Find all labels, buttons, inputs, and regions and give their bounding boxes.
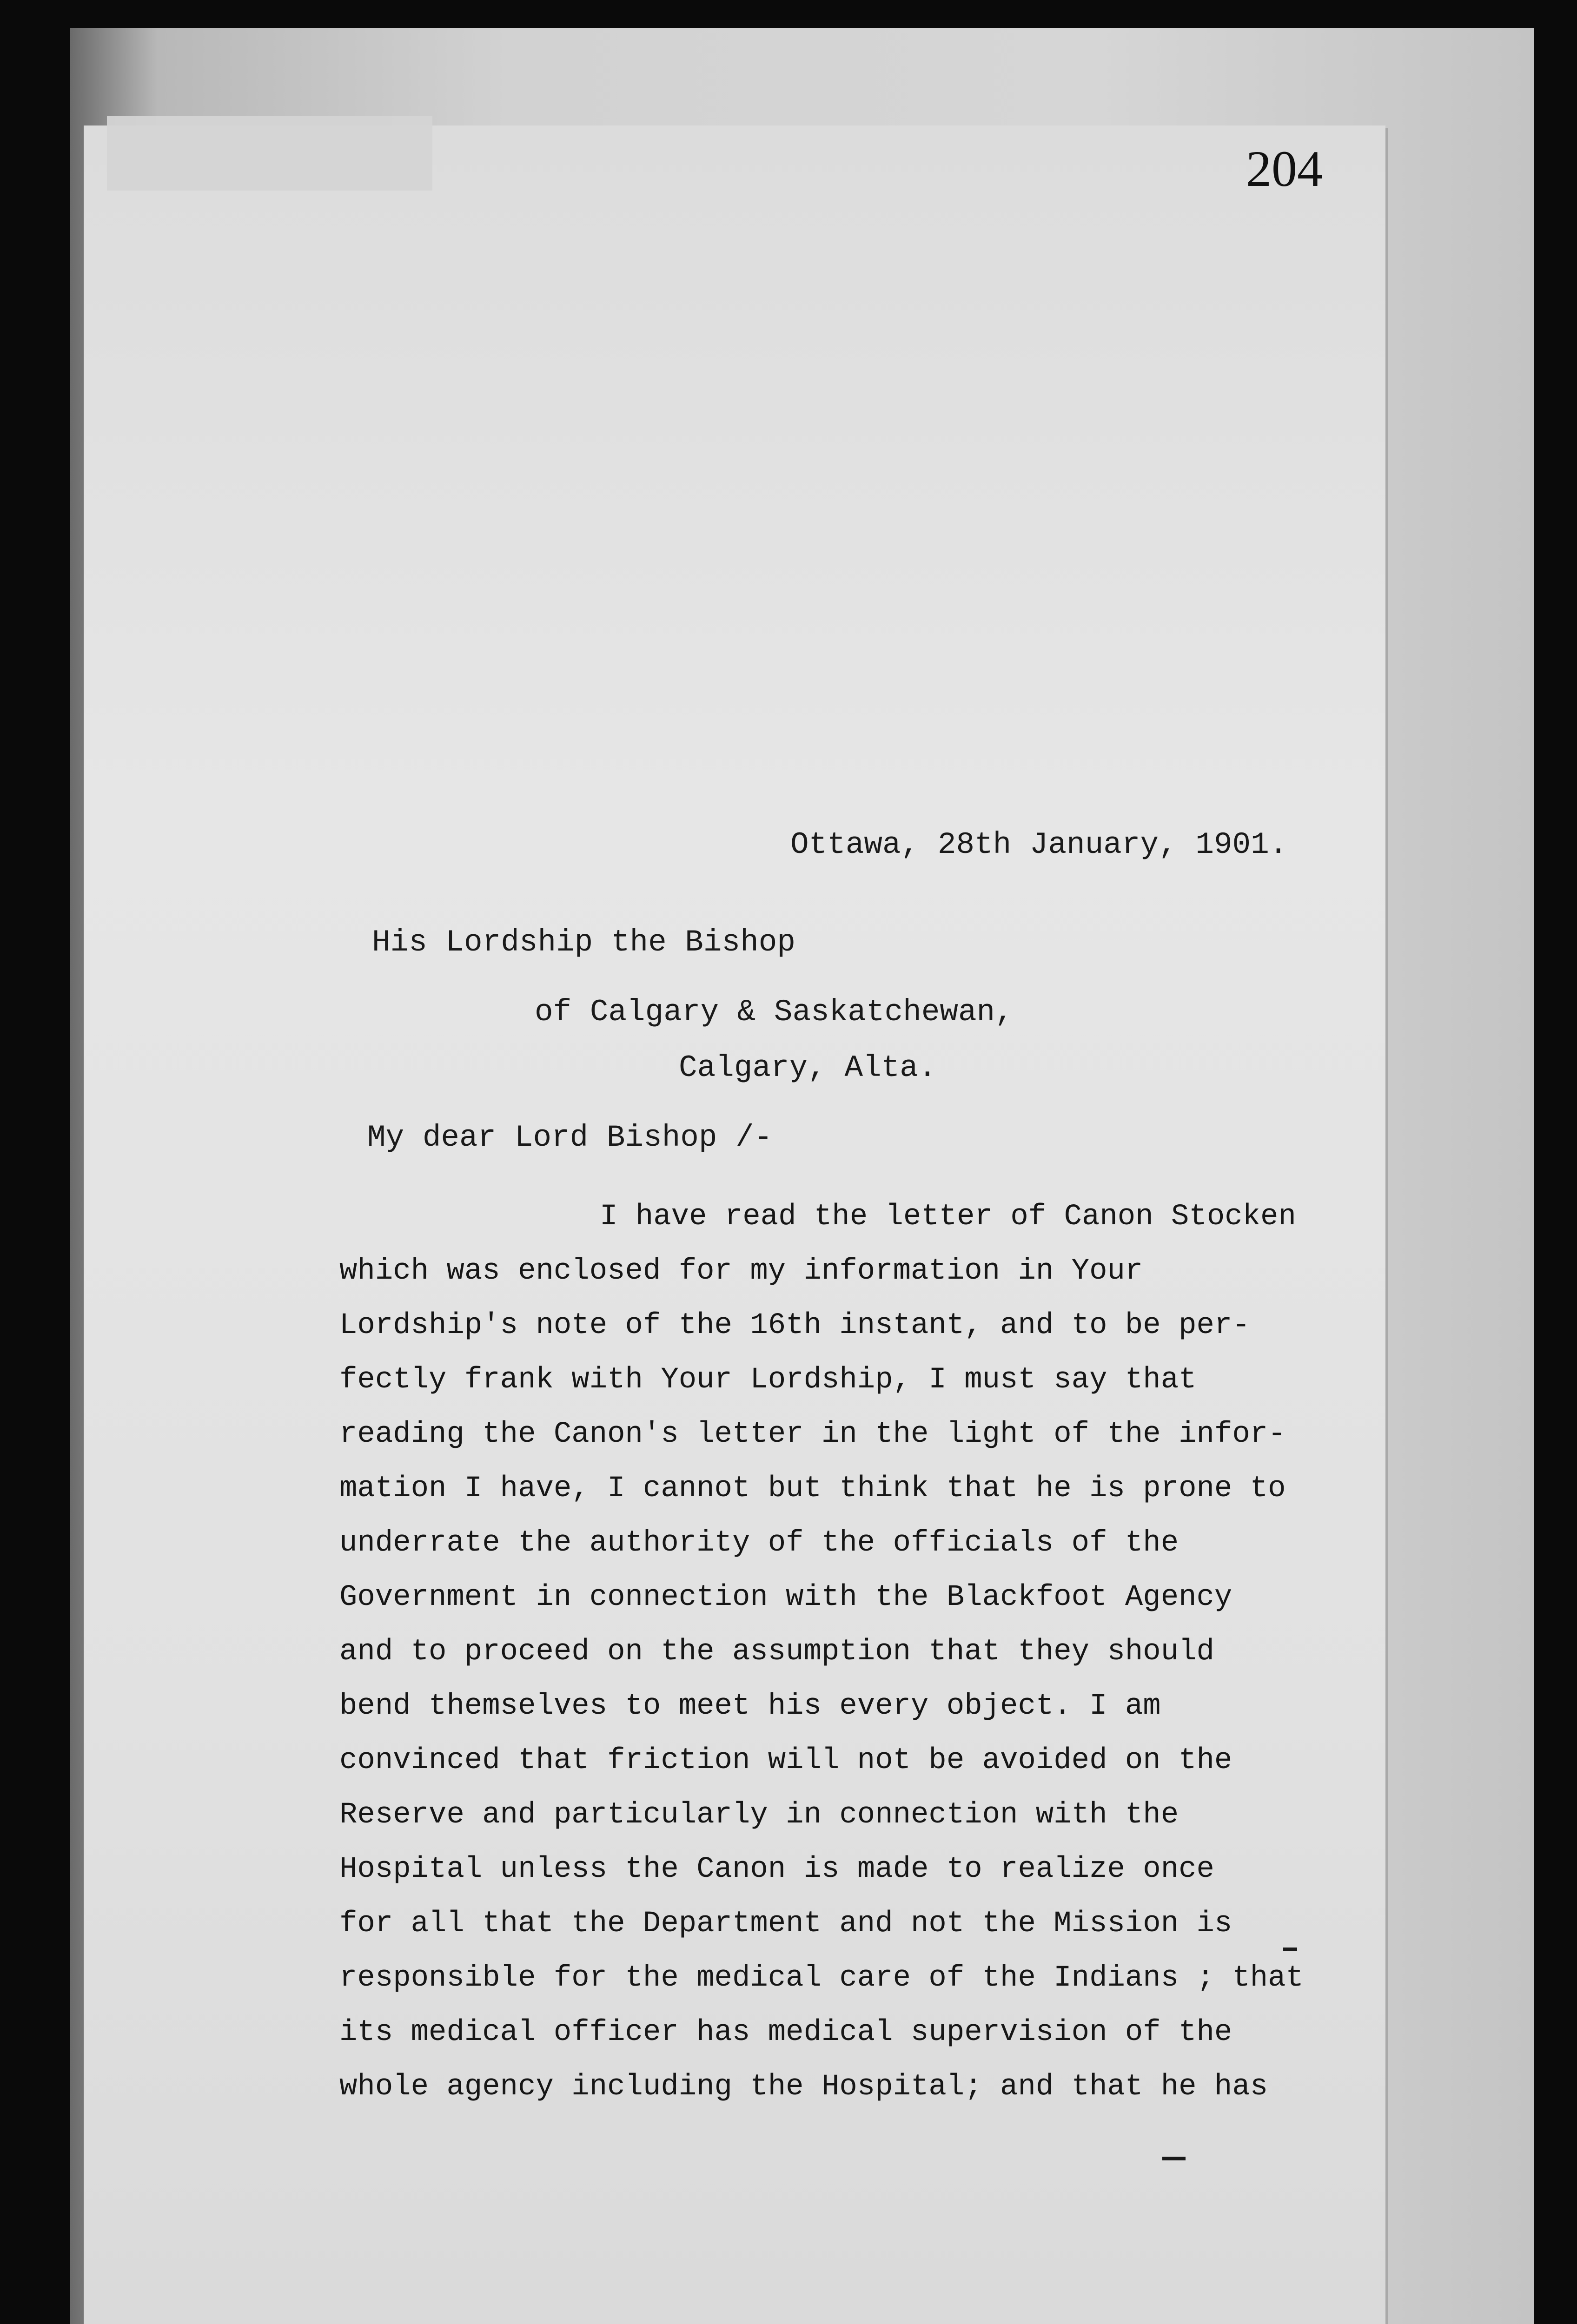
body-line: convinced that friction will not be avoided on the [339, 1744, 1232, 1777]
body-line: Government in connection with the Blackfoot Agency [339, 1581, 1232, 1614]
body-line: Hospital unless the Canon is made to realize once [339, 1853, 1214, 1886]
body-line: bend themselves to meet his every object. I am [339, 1690, 1161, 1723]
body-line: which was enclosed for my information in Your [339, 1254, 1143, 1288]
letter-body [339, 1190, 1304, 2114]
dash-mark [1162, 2157, 1186, 2160]
date-line: Ottawa, 28th January, 1901. [790, 827, 1288, 862]
body-line: for all that the Department and not the Mission is [339, 1907, 1232, 1941]
body-line: reading the Canon's letter in the light of the infor- [339, 1418, 1286, 1451]
dash-mark [1283, 1948, 1297, 1951]
body-line: its medical officer has medical supervision of the [339, 2016, 1232, 2049]
body-line: I have read the letter of Canon Stocken [600, 1200, 1296, 1234]
page-number: 204 [1246, 140, 1323, 197]
body-line: responsible for the medical care of the Indians ; that [339, 1961, 1304, 1995]
salutation: My dear Lord Bishop /- [367, 1120, 773, 1155]
body-line: fectly frank with Your Lordship, I must say that [339, 1363, 1197, 1397]
body-line: and to proceed on the assumption that they should [339, 1635, 1214, 1669]
body-line: Reserve and particularly in connection with the [339, 1798, 1179, 1832]
body-line: mation I have, I cannot but think that he is prone to [339, 1472, 1286, 1505]
address-line: Calgary, Alta. [679, 1050, 937, 1085]
address-line: of Calgary & Saskatchewan, [535, 995, 1014, 1030]
body-line: whole agency including the Hospital; and that he has [339, 2070, 1268, 2104]
tape-strip [107, 116, 432, 191]
address-line: His Lordship the Bishop [372, 925, 795, 960]
body-line: Lordship's note of the 16th instant, and to be per- [339, 1309, 1250, 1342]
body-line: underrate the authority of the officials of the [339, 1526, 1179, 1560]
